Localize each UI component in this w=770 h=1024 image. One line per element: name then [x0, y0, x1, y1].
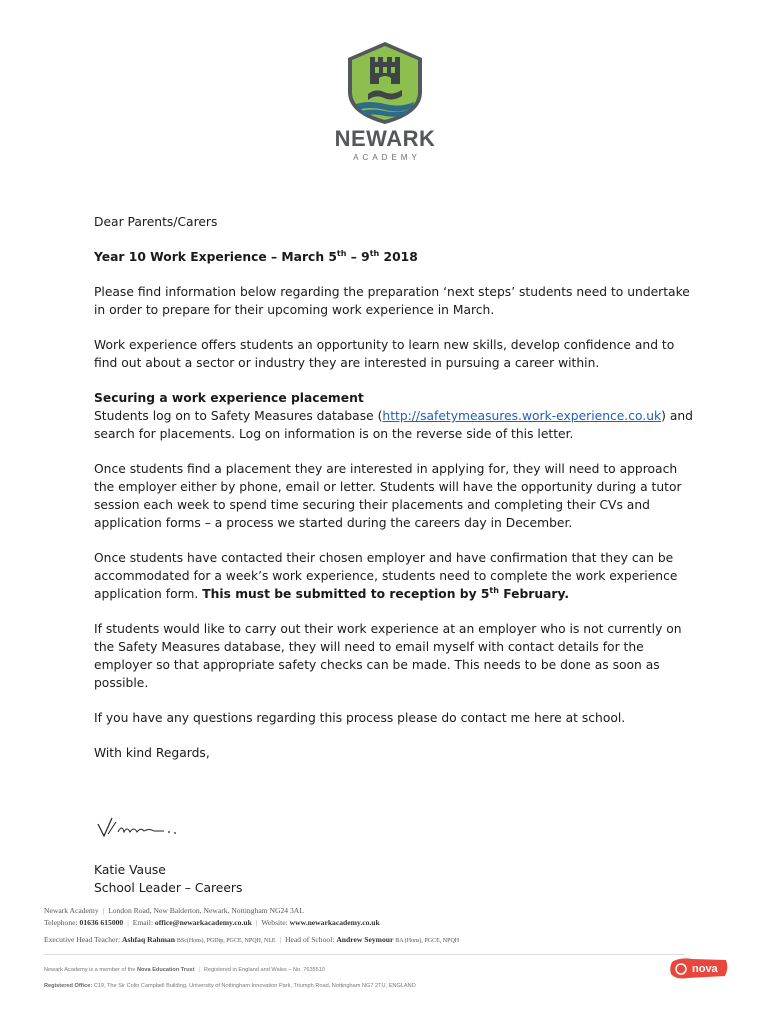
placement-section: Securing a work experience placement Students log on to Safety Measures database (http://safetymeasures.work-experience.co.uk) and search for placements. Log on information is on the reverse side of this letter.: [94, 391, 693, 441]
intro-paragraph: Please find information below regarding the preparation ‘next steps’ students need to undertake in order to prepare for their upcoming work experience in March.: [94, 285, 690, 317]
school-name: NEWARK: [334, 126, 436, 151]
registered-office-line: Registered Office: C19, The Sir Colin Campbell Building, University of Nottingham Innovation Park, Triumph Road, Nottingham NG7 2TU, ENGLAND: [44, 983, 416, 989]
footer: [44, 905, 734, 947]
placement-heading: Securing a work experience placement: [94, 391, 364, 405]
signature-icon: [94, 812, 214, 842]
newark-academy-logo: [330, 40, 440, 170]
salutation: Dear Parents/Carers: [94, 215, 218, 229]
footer-email[interactable]: office@newarkacademy.co.uk: [154, 918, 252, 927]
footer-contact-line: Telephone: 01636 615000 | Email: office@newarkacademy.co.uk | Website: www.newarkacademy.co.uk: [44, 918, 380, 927]
footer-website[interactable]: www.newarkacademy.co.uk: [289, 918, 380, 927]
other-employer-paragraph: If students would like to carry out their work experience at an employer who is not currently on the Safety Measures database, they will need to email myself with contact details for the employer so that appropriate safety checks can be made. This needs to be done as soon as possible.: [94, 622, 682, 690]
safety-measures-link[interactable]: http://safetymeasures.work-experience.co.uk: [382, 409, 662, 423]
signatory-name: Katie Vause: [94, 863, 166, 877]
signoff: [94, 861, 242, 897]
crest-icon: [346, 40, 424, 126]
footer-staff-line: Executive Head Teacher: Ashfaq Rahman BSc(Hons), PGDip, PGCE, NPQH, NLE | Head of School: Andrew Seymour BA (Hons), PGCE, NPQH: [44, 935, 460, 944]
confirmation-paragraph: Once students have contacted their chosen employer and have confirmation that they can be accommodated for a week’s work experience, students need to complete the work experience application form. This must be submitted to reception by 5th February.: [94, 551, 678, 601]
footer-divider: [44, 954, 684, 955]
questions-paragraph: If you have any questions regarding this process please do contact me here at school.: [94, 711, 626, 725]
purpose-paragraph: Work experience offers students an opportunity to learn new skills, develop confidence and to find out about a sector or industry they are interested in pursuing a career within.: [94, 338, 675, 370]
nova-logo-text: nova: [692, 963, 718, 975]
letter-body: [94, 213, 694, 779]
footer-address-line: Newark Academy | London Road, New Balderton, Newark, Nottingham NG24 3AL: [44, 906, 304, 915]
closing: With kind Regards,: [94, 746, 210, 760]
nova-trust-logo: [668, 956, 730, 982]
signatory-role: School Leader – Careers: [94, 881, 243, 895]
letter-title: Year 10 Work Experience – March 5th – 9th 2018: [94, 248, 418, 264]
trust-footer: [44, 962, 664, 994]
school-subtitle: ACADEMY: [353, 153, 421, 162]
applying-paragraph: Once students find a placement they are interested in applying for, they will need to approach the employer either by phone, email or letter. Students will have the opportunity during a tutor session each week to spend time securing their placements and completing their CVs and application forms – a process we started during the careers day in December.: [94, 462, 682, 530]
trust-line: Newark Academy is a member of the Nova Education Trust | Registered in England and Wales – No. 7635510: [44, 967, 325, 973]
